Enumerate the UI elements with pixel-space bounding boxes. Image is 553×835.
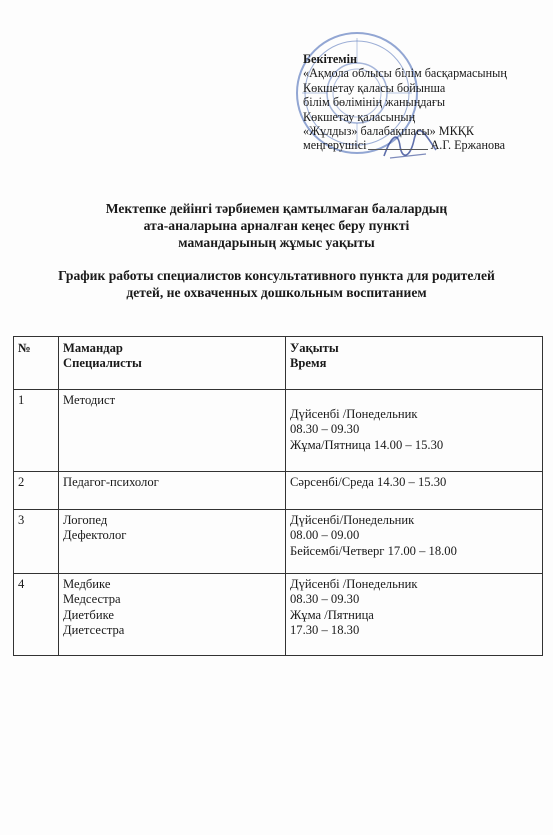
- row-number: 3: [14, 510, 59, 574]
- approval-heading: Бекітемін: [303, 52, 357, 66]
- row-number: 2: [14, 472, 59, 510]
- row-specialists: Педагог-психолог: [59, 472, 286, 510]
- table-header-row: [14, 337, 543, 390]
- row-specialists: Логопед Дефектолог: [59, 510, 286, 574]
- title-ru-line: График работы специалистов консультативного пункта для родителей: [58, 268, 495, 283]
- row-times: Дүйсенбі /Понедельник 08.30 – 09.30 Жұма/Пятница 14.00 – 15.30: [286, 390, 543, 472]
- row-specialists: Методист: [59, 390, 286, 472]
- table-row: [14, 472, 543, 510]
- row-number: 1: [14, 390, 59, 472]
- approval-block: [303, 52, 543, 153]
- document-title: [0, 200, 553, 301]
- title-kz-line: Мектепке дейінгі тәрбиемен қамтылмаған балалардың: [105, 201, 448, 216]
- header-number: №: [14, 337, 59, 390]
- title-kz-line: ата-аналарына арналған кеңес беру пункті: [143, 218, 410, 233]
- title-ru-line: детей, не охваченных дошкольным воспитанием: [126, 285, 427, 300]
- table-row: [14, 510, 543, 574]
- table-row: [14, 390, 543, 472]
- approval-signer: А.Г. Ержанова: [430, 138, 506, 153]
- header-specialists: Мамандар Специалисты: [59, 337, 286, 390]
- approval-line: «Ақмола облысы білім басқармасының: [303, 66, 507, 81]
- table-row: [14, 574, 543, 656]
- approval-role: меңгерушісі: [303, 138, 367, 153]
- row-number: 4: [14, 574, 59, 656]
- signature-underline: [368, 149, 428, 150]
- signature-line: [303, 138, 543, 152]
- row-times: Сәрсенбі/Среда 14.30 – 15.30: [286, 472, 543, 510]
- approval-line: Көкшетау қаласының: [303, 109, 416, 124]
- schedule-table: [13, 336, 543, 656]
- row-specialists: Медбике Медсестра Диетбике Диетсестра: [59, 574, 286, 656]
- row-times: Дүйсенбі /Понедельник 08.30 – 09.30 Жұма /Пятница 17.30 – 18.30: [286, 574, 543, 656]
- title-kz-line: мамандарының жұмыс уақыты: [178, 235, 375, 250]
- row-times: Дүйсенбі/Понедельник 08.00 – 09.00 Бейсембі/Четверг 17.00 – 18.00: [286, 510, 543, 574]
- approval-line: «Жұлдыз» балабақшасы» МКҚК: [303, 124, 475, 139]
- approval-line: білім бөлімінің жаныңдағы: [303, 95, 446, 110]
- header-time: Уақыты Время: [286, 337, 543, 390]
- approval-line: Көкшетау қаласы бойынша: [303, 80, 446, 95]
